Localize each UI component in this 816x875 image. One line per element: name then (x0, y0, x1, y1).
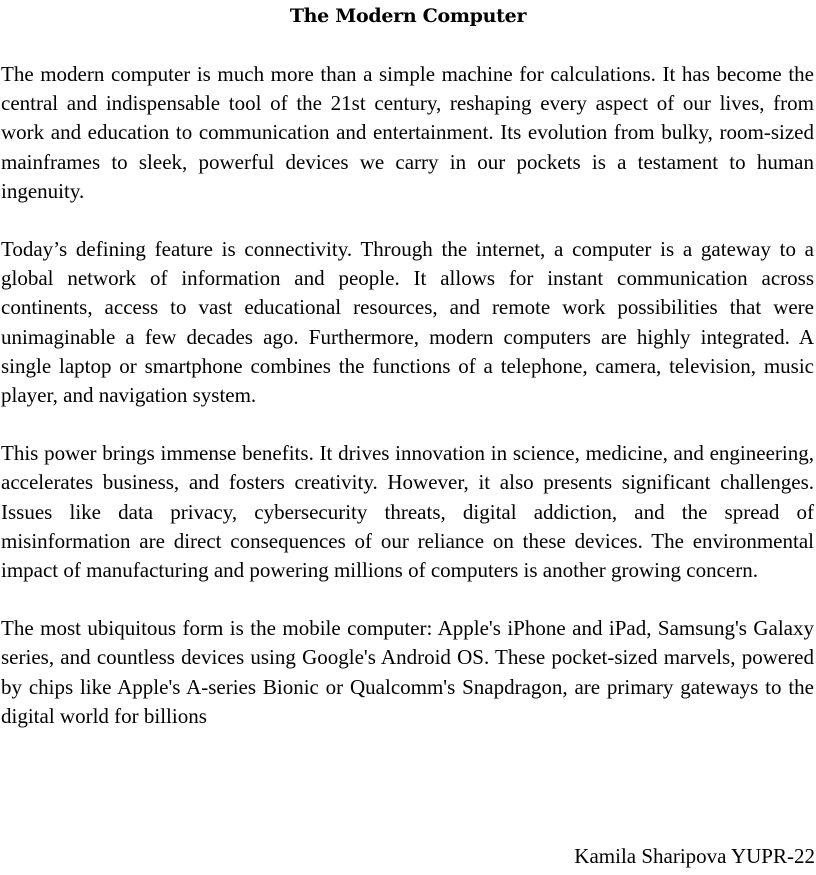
document-body (1, 60, 814, 731)
paragraph-intro: The modern computer is much more than a simple machine for calculations. It has become the central and indispensable tool of the 21st century, reshaping every aspect of our lives, from work and education to communication and entertainment. Its evolution from bulky, room-sized mainframes to sleek, powerful devices we carry in our pockets is a testament to human ingenuity. (1, 62, 814, 203)
author-signature: Kamila Sharipova YUPR-22 (574, 844, 815, 868)
paragraph-benefits-challenges: This power brings immense benefits. It drives innovation in science, medicine, and engineering, accelerates business, and fosters creativity. However, it also presents significant challenges. Issues like data privacy, cybersecurity threats, digital addiction, and the spread of misinformation are direct consequences of our reliance on these devices. The environmental impact of manufacturing and powering millions of computers is another growing concern. (1, 441, 814, 583)
paragraph-mobile-computers: The most ubiquitous form is the mobile computer: Apple's iPhone and iPad, Samsung's Galaxy series, and countless devices using Google's Android OS. These pocket-sized marvels, powered by chips like Apple's A-series Bionic or Qualcomm's Snapdragon, are primary gateways to the digital world for billions (1, 616, 814, 728)
paragraph-connectivity: Today’s defining feature is connectivity. Through the internet, a computer is a gateway to a global network of information and people. It allows for instant communication across continents, access to vast educational resources, and remote work possibilities that were unimaginable a few decades ago. Furthermore, modern computers are highly integrated. A single laptop or smartphone combines the functions of a telephone, camera, television, music player, and navigation system. (1, 237, 814, 408)
document-title: The Modern Computer (289, 5, 527, 27)
